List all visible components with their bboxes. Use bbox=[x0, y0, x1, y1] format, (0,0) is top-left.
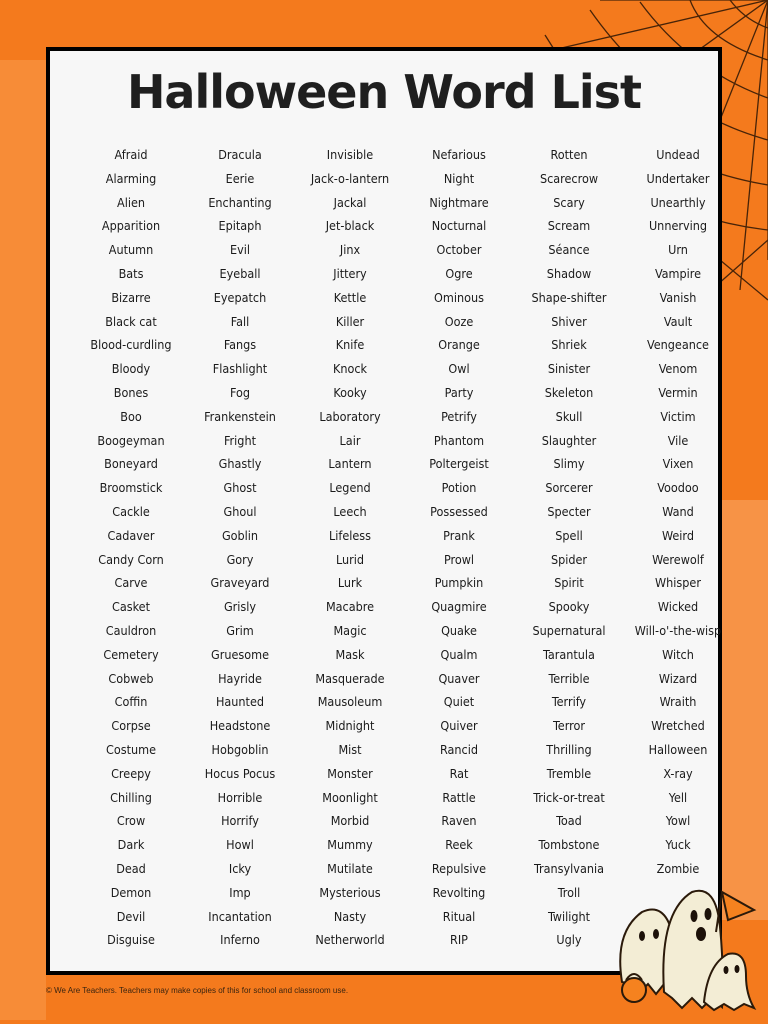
word-item: Bats bbox=[118, 266, 144, 281]
word-item: Knife bbox=[335, 337, 365, 353]
word-item: Dead bbox=[116, 861, 146, 876]
word-item: Qualm bbox=[440, 646, 478, 662]
word-item: Quiet bbox=[443, 694, 475, 710]
page-title: Halloween Word List bbox=[126, 65, 642, 119]
word-item: Black cat bbox=[105, 313, 157, 329]
word-item: Moonlight bbox=[322, 789, 378, 805]
word-item: Wand bbox=[662, 504, 694, 519]
word-item: Witch bbox=[662, 646, 694, 662]
word-item: Mausoleum bbox=[317, 694, 383, 710]
word-item: Rotten bbox=[550, 147, 588, 162]
word-item: Mist bbox=[338, 742, 362, 757]
word-item: Whisper bbox=[655, 575, 701, 591]
word-item: Werewolf bbox=[652, 551, 704, 567]
word-item: Transylvania bbox=[534, 861, 604, 876]
word-item: Wretched bbox=[651, 718, 705, 734]
word-item: Undead bbox=[656, 147, 700, 162]
word-item: Tombstone bbox=[538, 837, 600, 853]
word-item: Jackal bbox=[333, 194, 367, 210]
word-item: Vault bbox=[663, 313, 693, 329]
word-item: Tarantula bbox=[543, 646, 595, 662]
word-item: Killer bbox=[335, 313, 365, 329]
word-item: Supernatural bbox=[532, 623, 606, 638]
word-item: Casket bbox=[111, 599, 150, 615]
word-item: Cackle bbox=[112, 504, 150, 519]
word-list-card bbox=[46, 47, 722, 975]
word-item: Bizarre bbox=[111, 289, 151, 305]
word-item: Scary bbox=[553, 194, 585, 210]
word-item: Imp bbox=[229, 884, 251, 900]
word-item: Terrify bbox=[551, 694, 587, 710]
ghosts-illustration bbox=[604, 872, 764, 1012]
word-item: Vixen bbox=[662, 456, 694, 472]
word-item: Gruesome bbox=[210, 646, 269, 662]
word-item: Unearthly bbox=[650, 194, 706, 210]
word-item: Hobgoblin bbox=[211, 742, 269, 757]
word-item: Nocturnal bbox=[431, 218, 487, 234]
word-item: Kettle bbox=[333, 289, 367, 305]
word-item: Candy Corn bbox=[98, 551, 164, 567]
word-item: Potion bbox=[441, 480, 477, 496]
word-item: Haunted bbox=[215, 694, 265, 710]
word-item: Graveyard bbox=[210, 575, 270, 591]
word-item: Venom bbox=[658, 361, 698, 377]
word-item: Orange bbox=[438, 337, 480, 353]
word-item: Urn bbox=[668, 242, 688, 258]
word-item: Alien bbox=[117, 194, 145, 210]
word-item: Spider bbox=[550, 551, 588, 567]
word-item: Jinx bbox=[339, 242, 361, 258]
word-item: Zombie bbox=[656, 861, 700, 876]
word-item: Gory bbox=[226, 551, 254, 567]
word-item: Yell bbox=[668, 789, 688, 805]
word-item: Poltergeist bbox=[429, 456, 489, 472]
word-item: Lair bbox=[339, 432, 361, 448]
word-item: Ugly bbox=[556, 932, 582, 948]
word-item: Weird bbox=[662, 527, 694, 543]
word-item: Macabre bbox=[325, 599, 375, 615]
word-item: Skeleton bbox=[544, 385, 594, 400]
word-item: Skull bbox=[555, 408, 583, 424]
word-item: Night bbox=[443, 170, 475, 186]
word-item: Lurid bbox=[335, 551, 365, 567]
word-item: Nasty bbox=[333, 908, 367, 924]
word-item: Howl bbox=[226, 837, 254, 853]
word-item: Phantom bbox=[433, 432, 485, 448]
word-item: Sorcerer bbox=[545, 480, 593, 496]
word-item: Chilling bbox=[110, 789, 152, 805]
word-item: Séance bbox=[548, 242, 590, 258]
word-item: Jet-black bbox=[325, 218, 375, 234]
word-item: Mummy bbox=[327, 837, 373, 853]
word-item: Toad bbox=[556, 813, 582, 829]
word-item: Bones bbox=[113, 385, 149, 400]
word-item: Midnight bbox=[325, 718, 375, 734]
word-item: Fright bbox=[224, 432, 256, 448]
word-item: Lurk bbox=[337, 575, 363, 591]
word-item: Yowl bbox=[665, 813, 691, 829]
word-item: Cauldron bbox=[105, 623, 157, 638]
word-item: Goblin bbox=[221, 527, 259, 543]
word-item: Carve bbox=[114, 575, 148, 591]
word-item: Vengeance bbox=[647, 337, 709, 353]
word-item: Demon bbox=[110, 884, 152, 900]
word-item: Vermin bbox=[658, 385, 698, 400]
word-item: Icky bbox=[228, 861, 252, 876]
word-item: Coffin bbox=[114, 694, 148, 710]
word-item: Dracula bbox=[218, 147, 262, 162]
word-item: Owl bbox=[448, 361, 470, 377]
word-item: Horrible bbox=[217, 789, 263, 805]
word-item: Cemetery bbox=[103, 646, 159, 662]
word-item: RIP bbox=[450, 932, 468, 948]
word-item: Terrible bbox=[548, 670, 590, 686]
word-item: Alarming bbox=[105, 170, 157, 186]
word-item: Specter bbox=[547, 504, 591, 519]
word-item: Yuck bbox=[665, 837, 691, 853]
word-item: October bbox=[436, 242, 482, 258]
word-item: Reek bbox=[445, 837, 473, 853]
word-item: Mutilate bbox=[327, 861, 373, 876]
word-item: Wicked bbox=[657, 599, 699, 615]
word-item: Ghastly bbox=[218, 456, 262, 472]
word-item: Victim bbox=[660, 408, 696, 424]
word-item: Lantern bbox=[328, 456, 372, 472]
word-item: Shriek bbox=[551, 337, 587, 353]
word-item: Flashlight bbox=[212, 361, 268, 377]
word-item: Creepy bbox=[111, 765, 151, 781]
word-item: Rat bbox=[449, 765, 469, 781]
word-item: Crow bbox=[116, 813, 146, 829]
word-item: Trick-or-treat bbox=[533, 789, 605, 805]
word-item: Devil bbox=[116, 908, 146, 924]
word-item: Mask bbox=[335, 646, 365, 662]
word-item: Troll bbox=[557, 884, 581, 900]
word-item: Ominous bbox=[434, 289, 484, 305]
word-item: Ghoul bbox=[223, 504, 257, 519]
word-item: Incantation bbox=[208, 908, 272, 924]
word-item: Prowl bbox=[443, 551, 475, 567]
word-item: Ooze bbox=[444, 313, 474, 329]
word-item: Monster bbox=[327, 765, 373, 781]
word-item: Quiver bbox=[440, 718, 478, 734]
word-item: Sinister bbox=[547, 361, 591, 377]
word-item: Headstone bbox=[209, 718, 271, 734]
word-item: Fog bbox=[229, 385, 251, 400]
word-item: Jittery bbox=[333, 266, 367, 281]
word-item: Slimy bbox=[553, 456, 585, 472]
word-item: Vampire bbox=[654, 266, 702, 281]
word-item: Party bbox=[444, 385, 474, 400]
word-item: Autumn bbox=[108, 242, 154, 258]
word-item: Epitaph bbox=[218, 218, 262, 234]
word-item: Pumpkin bbox=[434, 575, 484, 591]
word-item: Hayride bbox=[218, 670, 262, 686]
word-item: Slaughter bbox=[541, 432, 597, 448]
word-item: Eyeball bbox=[219, 266, 261, 281]
word-item: Will-o'-the-wisp bbox=[634, 623, 722, 638]
word-item: Nightmare bbox=[429, 194, 489, 210]
word-item: Hocus Pocus bbox=[204, 765, 276, 781]
word-item: Grisly bbox=[223, 599, 257, 615]
word-item: Unnerving bbox=[648, 218, 708, 234]
word-item: Terror bbox=[553, 718, 585, 734]
copyright-footer: © We Are Teachers. Teachers may make copies of this for school and classroom use. bbox=[46, 986, 349, 995]
word-item: Kooky bbox=[333, 385, 367, 400]
word-item: Quake bbox=[441, 623, 477, 638]
word-item: Morbid bbox=[330, 813, 370, 829]
word-item: Broomstick bbox=[99, 480, 163, 496]
word-item: Scream bbox=[547, 218, 591, 234]
word-item: Rancid bbox=[439, 742, 478, 757]
word-item: Enchanting bbox=[208, 194, 272, 210]
word-item: Wraith bbox=[659, 694, 697, 710]
word-item: Inferno bbox=[220, 932, 260, 948]
word-columns bbox=[60, 147, 720, 957]
word-item: Leech bbox=[333, 504, 367, 519]
word-item: Invisible bbox=[326, 147, 374, 162]
word-item: Revolting bbox=[432, 884, 486, 900]
word-item: Spooky bbox=[548, 599, 590, 615]
word-item: Fall bbox=[230, 313, 250, 329]
word-item: Magic bbox=[333, 623, 367, 638]
word-item: Legend bbox=[329, 480, 371, 496]
word-item: Shape-shifter bbox=[531, 289, 607, 305]
word-item: Eerie bbox=[225, 170, 255, 186]
word-item: Spirit bbox=[554, 575, 584, 591]
word-item: Shiver bbox=[551, 313, 587, 329]
word-item: Lifeless bbox=[328, 527, 372, 543]
word-item: Nefarious bbox=[432, 147, 486, 162]
word-item: Wizard bbox=[658, 670, 698, 686]
word-item: Cobweb bbox=[108, 670, 154, 686]
word-item: Laboratory bbox=[319, 408, 381, 424]
word-item: Voodoo bbox=[657, 480, 699, 496]
word-item: Undertaker bbox=[646, 170, 710, 186]
word-item: X-ray bbox=[663, 765, 693, 781]
word-item: Apparition bbox=[101, 218, 161, 234]
word-item: Prank bbox=[443, 527, 475, 543]
word-item: Cadaver bbox=[107, 527, 155, 543]
word-item: Mysterious bbox=[319, 884, 381, 900]
word-item: Boogeyman bbox=[97, 432, 165, 448]
word-item: Blood-curdling bbox=[90, 337, 172, 353]
word-item: Quagmire bbox=[431, 599, 487, 615]
word-item: Grim bbox=[226, 623, 254, 638]
word-item: Afraid bbox=[114, 147, 148, 162]
word-item: Knock bbox=[332, 361, 368, 377]
word-item: Scarecrow bbox=[539, 170, 599, 186]
word-item: Raven bbox=[441, 813, 477, 829]
word-item: Frankenstein bbox=[204, 408, 276, 424]
word-item: Thrilling bbox=[546, 742, 592, 757]
word-item: Corpse bbox=[111, 718, 151, 734]
word-item: Vanish bbox=[659, 289, 697, 305]
word-item: Shadow bbox=[546, 266, 592, 281]
word-item: Boneyard bbox=[104, 456, 158, 472]
word-item: Horrify bbox=[221, 813, 259, 829]
word-item: Masquerade bbox=[315, 670, 385, 686]
word-item: Repulsive bbox=[431, 861, 487, 876]
word-item: Costume bbox=[105, 742, 156, 757]
word-item: Quaver bbox=[438, 670, 480, 686]
word-item: Ghost bbox=[223, 480, 257, 496]
word-item: Ritual bbox=[442, 908, 476, 924]
word-item: Evil bbox=[229, 242, 250, 258]
word-item: Netherworld bbox=[315, 932, 385, 948]
word-item: Petrify bbox=[441, 408, 477, 424]
word-item: Vile bbox=[667, 432, 689, 448]
word-item: Ogre bbox=[445, 266, 473, 281]
word-item: Bloody bbox=[111, 361, 151, 377]
word-item: Dark bbox=[117, 837, 145, 853]
word-item: Tremble bbox=[546, 765, 592, 781]
word-item: Boo bbox=[120, 408, 142, 424]
word-item: Rattle bbox=[442, 789, 476, 805]
word-item: Twilight bbox=[547, 908, 591, 924]
word-item: Eyepatch bbox=[213, 289, 267, 305]
word-item: Fangs bbox=[223, 337, 257, 353]
word-item: Jack-o-lantern bbox=[310, 170, 390, 186]
word-item: Disguise bbox=[107, 932, 155, 948]
word-item: Possessed bbox=[430, 504, 488, 519]
word-item: Halloween bbox=[648, 742, 708, 757]
word-item: Spell bbox=[555, 527, 583, 543]
